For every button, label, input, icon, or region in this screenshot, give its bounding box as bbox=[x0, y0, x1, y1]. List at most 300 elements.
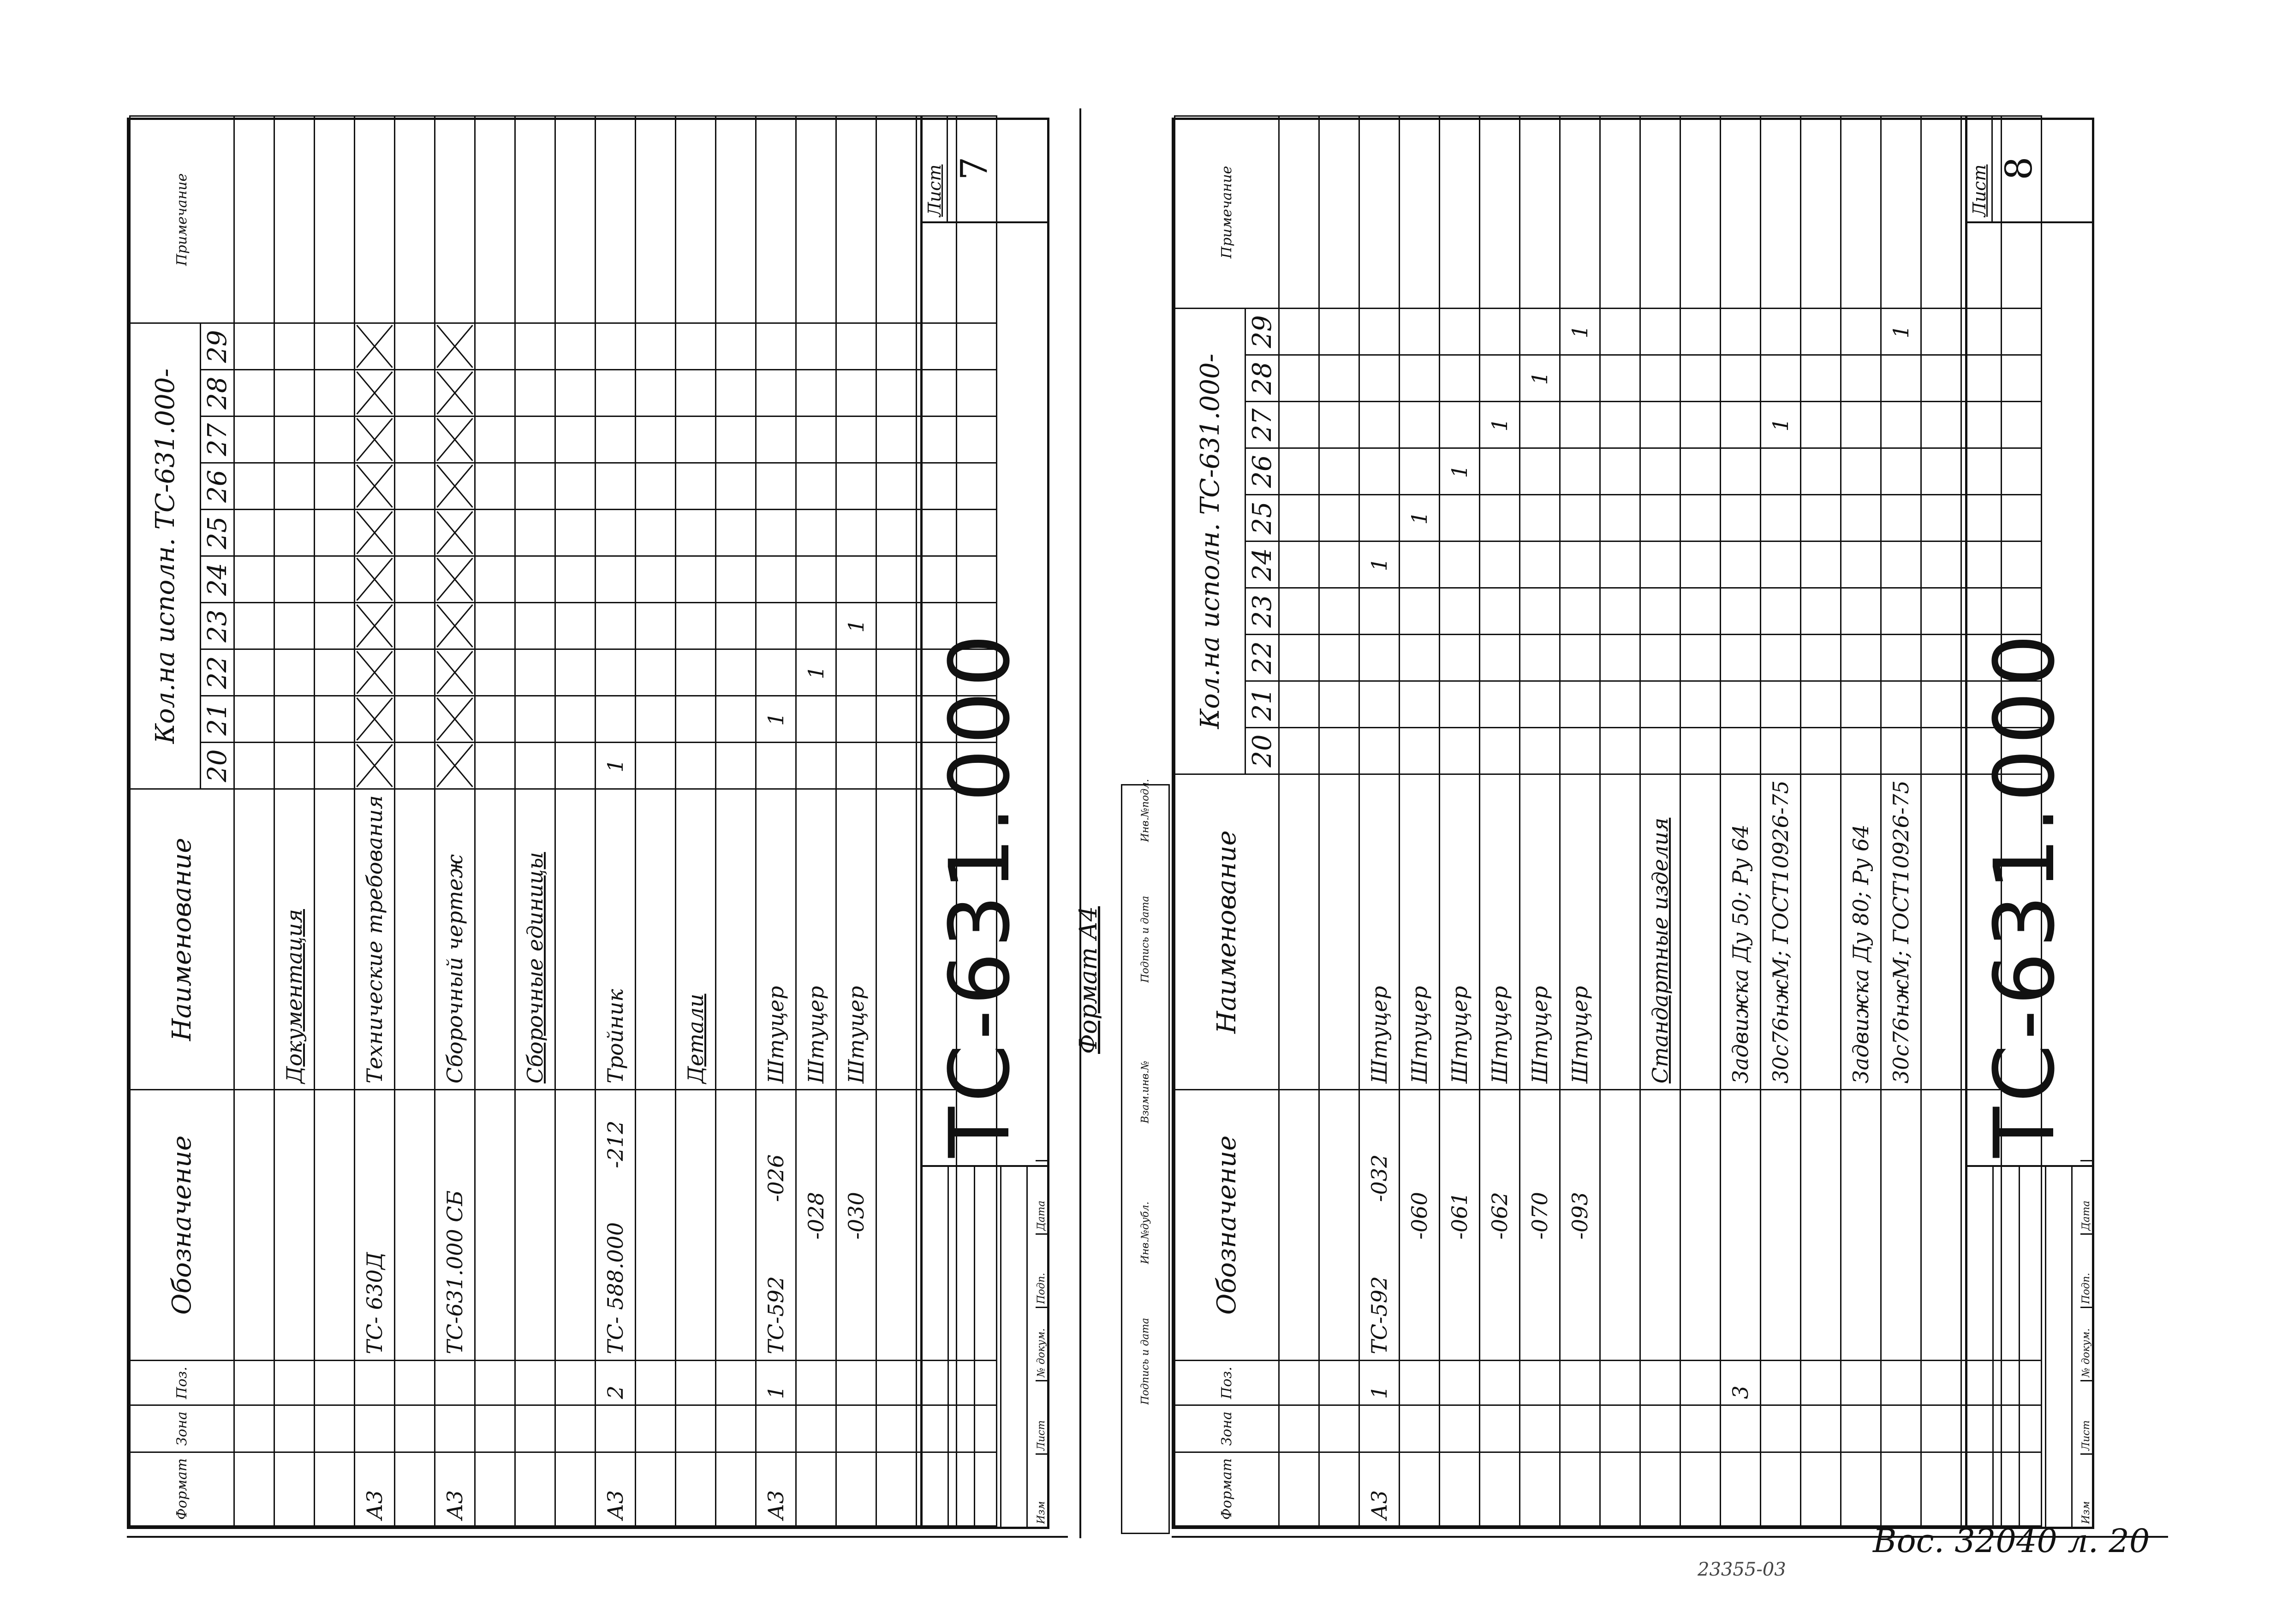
name-cell bbox=[596, 789, 636, 1090]
name-text: 30с76нжМ; ГОСТ10926-75 bbox=[1889, 780, 1913, 1084]
qty-cell bbox=[1400, 308, 1440, 355]
note-cell bbox=[1440, 116, 1480, 309]
qty-cell bbox=[1841, 401, 1881, 448]
qty-cell: 1 bbox=[836, 603, 876, 649]
name-text: Штуцер bbox=[1487, 986, 1512, 1084]
qty-col-24: 24 bbox=[1245, 541, 1279, 588]
qty-cell bbox=[1761, 681, 1801, 727]
revision-label: Лист bbox=[1036, 1380, 1047, 1453]
designation-cell: ТС- 588.000 -212 bbox=[596, 1090, 636, 1361]
qty-cell bbox=[1680, 448, 1721, 494]
qty-cell bbox=[716, 696, 756, 743]
zone-cell bbox=[1560, 1405, 1600, 1452]
qty-cell bbox=[836, 696, 876, 743]
qty-cell bbox=[1560, 588, 1600, 634]
note-cell bbox=[716, 116, 756, 323]
qty-cell bbox=[1520, 541, 1560, 588]
table-row bbox=[716, 116, 756, 1526]
qty-cell bbox=[836, 510, 876, 556]
qty-cell bbox=[1640, 448, 1680, 494]
name-text: 30с76нжМ; ГОСТ10926-75 bbox=[1768, 780, 1793, 1084]
sheet-number-box bbox=[923, 115, 1047, 223]
pos-cell bbox=[395, 1361, 435, 1405]
zone-cell bbox=[274, 1405, 315, 1452]
qty-cell bbox=[1761, 308, 1801, 355]
qty-cell bbox=[836, 743, 876, 789]
qty-cell bbox=[1600, 541, 1640, 588]
name-cell bbox=[555, 789, 596, 1090]
qty-col-29: 29 bbox=[1245, 308, 1279, 355]
name-cell bbox=[1640, 774, 1680, 1089]
qty-cell bbox=[1721, 588, 1761, 634]
qty-cell-crossed bbox=[355, 556, 395, 603]
format-cell bbox=[876, 1452, 917, 1526]
qty-cell bbox=[1359, 634, 1400, 681]
designation-cell: ТС-592 -032 bbox=[1359, 1090, 1400, 1361]
qty-cell: 1 bbox=[756, 696, 796, 743]
qty-cell bbox=[1801, 541, 1841, 588]
qty-cell bbox=[636, 556, 676, 603]
format-cell bbox=[1801, 1452, 1841, 1526]
qty-cell bbox=[395, 556, 435, 603]
qty-cell bbox=[756, 463, 796, 510]
qty-cell: 1 bbox=[1440, 448, 1480, 494]
qty-cell bbox=[1881, 494, 1921, 541]
table-row bbox=[475, 116, 515, 1526]
table-row bbox=[1841, 116, 1881, 1526]
qty-cell bbox=[395, 649, 435, 696]
qty-cell-crossed bbox=[355, 416, 395, 463]
qty-cell bbox=[1279, 681, 1319, 727]
zone-cell bbox=[1440, 1405, 1480, 1452]
table-row bbox=[515, 116, 555, 1526]
qty-cell bbox=[876, 463, 917, 510]
table-row bbox=[1480, 116, 1520, 1526]
table-row bbox=[836, 116, 876, 1526]
name-cell bbox=[876, 789, 917, 1090]
revision-label: Лист bbox=[2080, 1380, 2092, 1453]
format-cell bbox=[515, 1452, 555, 1526]
qty-cell bbox=[1480, 494, 1520, 541]
qty-cell bbox=[1520, 308, 1560, 355]
note-cell bbox=[1359, 116, 1400, 309]
name-cell bbox=[1359, 774, 1400, 1089]
format-cell: А3 bbox=[435, 1452, 475, 1526]
table-row bbox=[876, 116, 917, 1526]
qty-cell bbox=[836, 463, 876, 510]
name-cell bbox=[315, 789, 355, 1090]
pos-cell bbox=[876, 1361, 917, 1405]
qty-cell bbox=[676, 416, 716, 463]
note-cell bbox=[676, 116, 716, 323]
table-row bbox=[1921, 116, 1961, 1526]
qty-cell bbox=[676, 743, 716, 789]
qty-cell bbox=[1881, 634, 1921, 681]
qty-cell-crossed bbox=[355, 649, 395, 696]
table-row bbox=[756, 116, 796, 1526]
col-note: Примечание bbox=[1175, 116, 1279, 309]
qty-cell bbox=[676, 649, 716, 696]
qty-cell bbox=[555, 556, 596, 603]
approval-side-strip bbox=[1121, 779, 1170, 1534]
name-cell bbox=[1480, 774, 1520, 1089]
qty-cell bbox=[1440, 634, 1480, 681]
zone-cell bbox=[395, 1405, 435, 1452]
qty-cell bbox=[1921, 541, 1961, 588]
qty-cell bbox=[796, 743, 836, 789]
qty-cell bbox=[636, 603, 676, 649]
qty-cell bbox=[1680, 355, 1721, 401]
col-zone: Зона bbox=[1175, 1405, 1279, 1452]
table-row bbox=[1721, 116, 1761, 1526]
qty-cell bbox=[836, 649, 876, 696]
qty-cell bbox=[596, 649, 636, 696]
qty-col-22: 22 bbox=[1245, 634, 1279, 681]
sheet-number: 8 bbox=[1997, 156, 2040, 180]
designation-cell bbox=[555, 1090, 596, 1361]
qty-cell bbox=[1400, 634, 1440, 681]
table-row bbox=[435, 116, 475, 1526]
qty-cell bbox=[796, 323, 836, 370]
qty-cell bbox=[796, 603, 836, 649]
qty-cell bbox=[676, 603, 716, 649]
pos-cell bbox=[1440, 1361, 1480, 1405]
name-cell bbox=[395, 789, 435, 1090]
qty-cell bbox=[1400, 355, 1440, 401]
spec-table bbox=[1174, 115, 2042, 1527]
pos-cell bbox=[1600, 1361, 1640, 1405]
qty-cell bbox=[315, 696, 355, 743]
col-pos: Поз. bbox=[130, 1361, 234, 1405]
revision-label: Дата bbox=[2080, 1160, 2092, 1233]
zone-cell bbox=[1279, 1405, 1319, 1452]
qty-cell bbox=[1319, 355, 1359, 401]
col-designation: Обозначение bbox=[130, 1090, 234, 1361]
table-row bbox=[1881, 116, 1921, 1526]
qty-cell bbox=[1560, 401, 1600, 448]
qty-cell bbox=[716, 603, 756, 649]
qty-cell bbox=[515, 463, 555, 510]
qty-cell bbox=[716, 556, 756, 603]
qty-cell bbox=[234, 649, 274, 696]
qty-cell bbox=[1640, 494, 1680, 541]
name-cell bbox=[1560, 774, 1600, 1089]
qty-cell bbox=[636, 370, 676, 416]
qty-cell bbox=[1359, 588, 1400, 634]
qty-cell bbox=[1359, 448, 1400, 494]
qty-cell bbox=[1520, 634, 1560, 681]
name-cell bbox=[1841, 774, 1881, 1089]
qty-cell bbox=[1560, 448, 1600, 494]
format-cell bbox=[1560, 1452, 1600, 1526]
qty-cell bbox=[1761, 727, 1801, 774]
qty-cell bbox=[756, 416, 796, 463]
qty-cell bbox=[475, 323, 515, 370]
qty-cell bbox=[515, 510, 555, 556]
qty-col-23: 23 bbox=[1245, 588, 1279, 634]
qty-cell bbox=[1600, 588, 1640, 634]
zone-cell bbox=[596, 1405, 636, 1452]
zone-cell bbox=[676, 1405, 716, 1452]
qty-cell bbox=[796, 696, 836, 743]
side-strip-label: Инв.№дубл. bbox=[1139, 1202, 1151, 1264]
revision-label: № докум. bbox=[1036, 1307, 1047, 1380]
revision-label: Подп. bbox=[1036, 1233, 1047, 1307]
pos-cell: 3 bbox=[1721, 1361, 1761, 1405]
qty-cell bbox=[1480, 681, 1520, 727]
zone-cell bbox=[435, 1405, 475, 1452]
table-row bbox=[1319, 116, 1359, 1526]
qty-cell bbox=[596, 323, 636, 370]
qty-col-28: 28 bbox=[1245, 355, 1279, 401]
qty-cell bbox=[1721, 541, 1761, 588]
qty-cell bbox=[1279, 355, 1319, 401]
note-cell bbox=[435, 116, 475, 323]
qty-cell bbox=[1841, 308, 1881, 355]
name-cell bbox=[1440, 774, 1480, 1089]
qty-cell bbox=[1721, 494, 1761, 541]
qty-cell bbox=[1841, 588, 1881, 634]
designation-cell: -062 bbox=[1480, 1090, 1520, 1361]
designation-cell bbox=[475, 1090, 515, 1361]
name-text: Штуцер bbox=[844, 986, 869, 1084]
zone-cell bbox=[1801, 1405, 1841, 1452]
format-cell: А3 bbox=[1359, 1452, 1400, 1526]
qty-cell bbox=[1359, 355, 1400, 401]
qty-cell bbox=[1560, 355, 1600, 401]
qty-col-26: 26 bbox=[1245, 448, 1279, 494]
qty-cell bbox=[555, 370, 596, 416]
format-cell bbox=[1921, 1452, 1961, 1526]
format-cell bbox=[234, 1452, 274, 1526]
qty-cell bbox=[756, 603, 796, 649]
qty-cell bbox=[315, 603, 355, 649]
note-cell bbox=[1480, 116, 1520, 309]
qty-cell bbox=[596, 370, 636, 416]
qty-cell bbox=[1359, 494, 1400, 541]
qty-col-28: 28 bbox=[201, 370, 234, 416]
qty-cell bbox=[1600, 634, 1640, 681]
zone-cell bbox=[515, 1405, 555, 1452]
designation-cell: -030 bbox=[836, 1090, 876, 1361]
qty-cell bbox=[676, 370, 716, 416]
qty-cell bbox=[1680, 634, 1721, 681]
qty-cell bbox=[876, 649, 917, 696]
format-cell bbox=[1480, 1452, 1520, 1526]
name-cell bbox=[1801, 774, 1841, 1089]
pos-cell bbox=[796, 1361, 836, 1405]
qty-cell bbox=[676, 510, 716, 556]
pos-cell bbox=[234, 1361, 274, 1405]
name-text: Штуцер bbox=[1447, 986, 1472, 1084]
format-cell: А3 bbox=[355, 1452, 395, 1526]
note-cell bbox=[234, 116, 274, 323]
side-strip-label: Взам.инв.№ bbox=[1139, 1060, 1151, 1124]
qty-cell-crossed bbox=[355, 696, 395, 743]
qty-cell bbox=[1640, 308, 1680, 355]
qty-cell bbox=[315, 743, 355, 789]
qty-cell bbox=[1801, 588, 1841, 634]
document-code: ТС-631.000 bbox=[932, 630, 1028, 1158]
qty-cell bbox=[315, 416, 355, 463]
qty-cell-crossed bbox=[355, 510, 395, 556]
pos-cell bbox=[1319, 1361, 1359, 1405]
qty-cell bbox=[1680, 308, 1721, 355]
qty-cell bbox=[636, 510, 676, 556]
name-cell bbox=[796, 789, 836, 1090]
pos-cell bbox=[475, 1361, 515, 1405]
zone-cell bbox=[756, 1405, 796, 1452]
table-row bbox=[636, 116, 676, 1526]
qty-cell bbox=[1279, 541, 1319, 588]
format-cell bbox=[836, 1452, 876, 1526]
zone-cell bbox=[1480, 1405, 1520, 1452]
qty-cell bbox=[555, 510, 596, 556]
qty-cell bbox=[1359, 401, 1400, 448]
qty-cell bbox=[1319, 448, 1359, 494]
qty-cell bbox=[555, 463, 596, 510]
stamp-number: 23355-03 bbox=[1698, 1559, 1786, 1580]
qty-cell bbox=[876, 416, 917, 463]
designation-cell bbox=[636, 1090, 676, 1361]
format-cell bbox=[1761, 1452, 1801, 1526]
qty-cell bbox=[274, 416, 315, 463]
qty-cell bbox=[836, 370, 876, 416]
designation-cell bbox=[716, 1090, 756, 1361]
qty-cell bbox=[1319, 588, 1359, 634]
qty-cell bbox=[716, 416, 756, 463]
qty-cell bbox=[1560, 634, 1600, 681]
designation-cell: -060 bbox=[1400, 1090, 1440, 1361]
qty-cell bbox=[395, 743, 435, 789]
qty-cell bbox=[395, 370, 435, 416]
qty-cell: 1 bbox=[1560, 308, 1600, 355]
qty-cell bbox=[475, 370, 515, 416]
qty-cell bbox=[836, 416, 876, 463]
qty-cell bbox=[555, 649, 596, 696]
qty-cell bbox=[1279, 448, 1319, 494]
qty-cell bbox=[1761, 355, 1801, 401]
qty-cell bbox=[234, 556, 274, 603]
name-cell bbox=[274, 789, 315, 1090]
table-row bbox=[355, 116, 395, 1526]
name-cell bbox=[1600, 774, 1640, 1089]
note-cell bbox=[555, 116, 596, 323]
qty-cell bbox=[1721, 681, 1761, 727]
qty-cell bbox=[1721, 401, 1761, 448]
designation-cell bbox=[1600, 1090, 1640, 1361]
qty-cell: 1 bbox=[1400, 494, 1440, 541]
qty-cell bbox=[756, 649, 796, 696]
qty-cell bbox=[1921, 448, 1961, 494]
qty-cell bbox=[1319, 401, 1359, 448]
qty-cell bbox=[1881, 541, 1921, 588]
side-strip-label: Подпись и дата bbox=[1139, 1318, 1151, 1405]
qty-cell bbox=[636, 463, 676, 510]
qty-cell bbox=[1721, 634, 1761, 681]
qty-cell bbox=[1480, 588, 1520, 634]
zone-cell bbox=[1721, 1405, 1761, 1452]
qty-cell bbox=[1841, 494, 1881, 541]
qty-cell bbox=[1560, 727, 1600, 774]
format-cell bbox=[1520, 1452, 1560, 1526]
qty-cell bbox=[1480, 541, 1520, 588]
qty-cell bbox=[475, 649, 515, 696]
qty-cell bbox=[515, 649, 555, 696]
qty-col-21: 21 bbox=[201, 696, 234, 743]
pos-cell: 2 bbox=[596, 1361, 636, 1405]
qty-cell bbox=[1640, 541, 1680, 588]
pos-cell bbox=[1520, 1361, 1560, 1405]
zone-cell bbox=[716, 1405, 756, 1452]
qty-cell bbox=[1400, 727, 1440, 774]
qty-cell bbox=[716, 743, 756, 789]
format-cell bbox=[1680, 1452, 1721, 1526]
qty-cell bbox=[1761, 588, 1801, 634]
qty-col-27: 27 bbox=[1245, 401, 1279, 448]
note-cell bbox=[274, 116, 315, 323]
col-qty-title: Кол.на исполн. ТС-631.000- bbox=[130, 323, 201, 789]
zone-cell bbox=[876, 1405, 917, 1452]
qty-cell bbox=[1520, 588, 1560, 634]
col-note: Примечание bbox=[130, 116, 234, 323]
qty-cell bbox=[1279, 634, 1319, 681]
name-cell bbox=[435, 789, 475, 1090]
qty-cell bbox=[1921, 355, 1961, 401]
note-cell bbox=[1881, 116, 1921, 309]
qty-cell bbox=[1600, 355, 1640, 401]
qty-cell bbox=[716, 649, 756, 696]
name-text: Документация bbox=[282, 909, 307, 1084]
zone-cell bbox=[1680, 1405, 1721, 1452]
col-zone: Зона bbox=[130, 1405, 234, 1452]
qty-cell bbox=[475, 696, 515, 743]
name-text: Штуцер bbox=[1407, 986, 1432, 1084]
name-cell bbox=[355, 789, 395, 1090]
note-cell bbox=[1640, 116, 1680, 309]
designation-cell: ТС- 630Д bbox=[355, 1090, 395, 1361]
note-cell bbox=[1600, 116, 1640, 309]
pos-cell bbox=[1560, 1361, 1600, 1405]
qty-cell bbox=[756, 556, 796, 603]
qty-cell bbox=[1440, 308, 1480, 355]
name-cell bbox=[636, 789, 676, 1090]
qty-cell bbox=[234, 463, 274, 510]
qty-col-26: 26 bbox=[201, 463, 234, 510]
note-cell bbox=[395, 116, 435, 323]
pos-cell bbox=[1480, 1361, 1520, 1405]
qty-cell bbox=[1319, 634, 1359, 681]
note-cell bbox=[1801, 116, 1841, 309]
designation-cell bbox=[1841, 1090, 1881, 1361]
name-cell bbox=[1921, 774, 1961, 1089]
qty-col-23: 23 bbox=[201, 603, 234, 649]
revision-label: Подп. bbox=[2080, 1233, 2092, 1307]
designation-cell: -028 bbox=[796, 1090, 836, 1361]
qty-cell bbox=[1761, 541, 1801, 588]
qty-cell bbox=[515, 416, 555, 463]
qty-cell bbox=[1600, 727, 1640, 774]
qty-cell: 1 bbox=[1480, 401, 1520, 448]
zone-cell bbox=[1761, 1405, 1801, 1452]
qty-cell bbox=[796, 370, 836, 416]
pos-cell bbox=[1640, 1361, 1680, 1405]
qty-col-22: 22 bbox=[201, 649, 234, 696]
qty-cell bbox=[716, 323, 756, 370]
table-row bbox=[676, 116, 716, 1526]
qty-cell bbox=[475, 556, 515, 603]
revision-grid bbox=[1967, 1165, 2092, 1527]
